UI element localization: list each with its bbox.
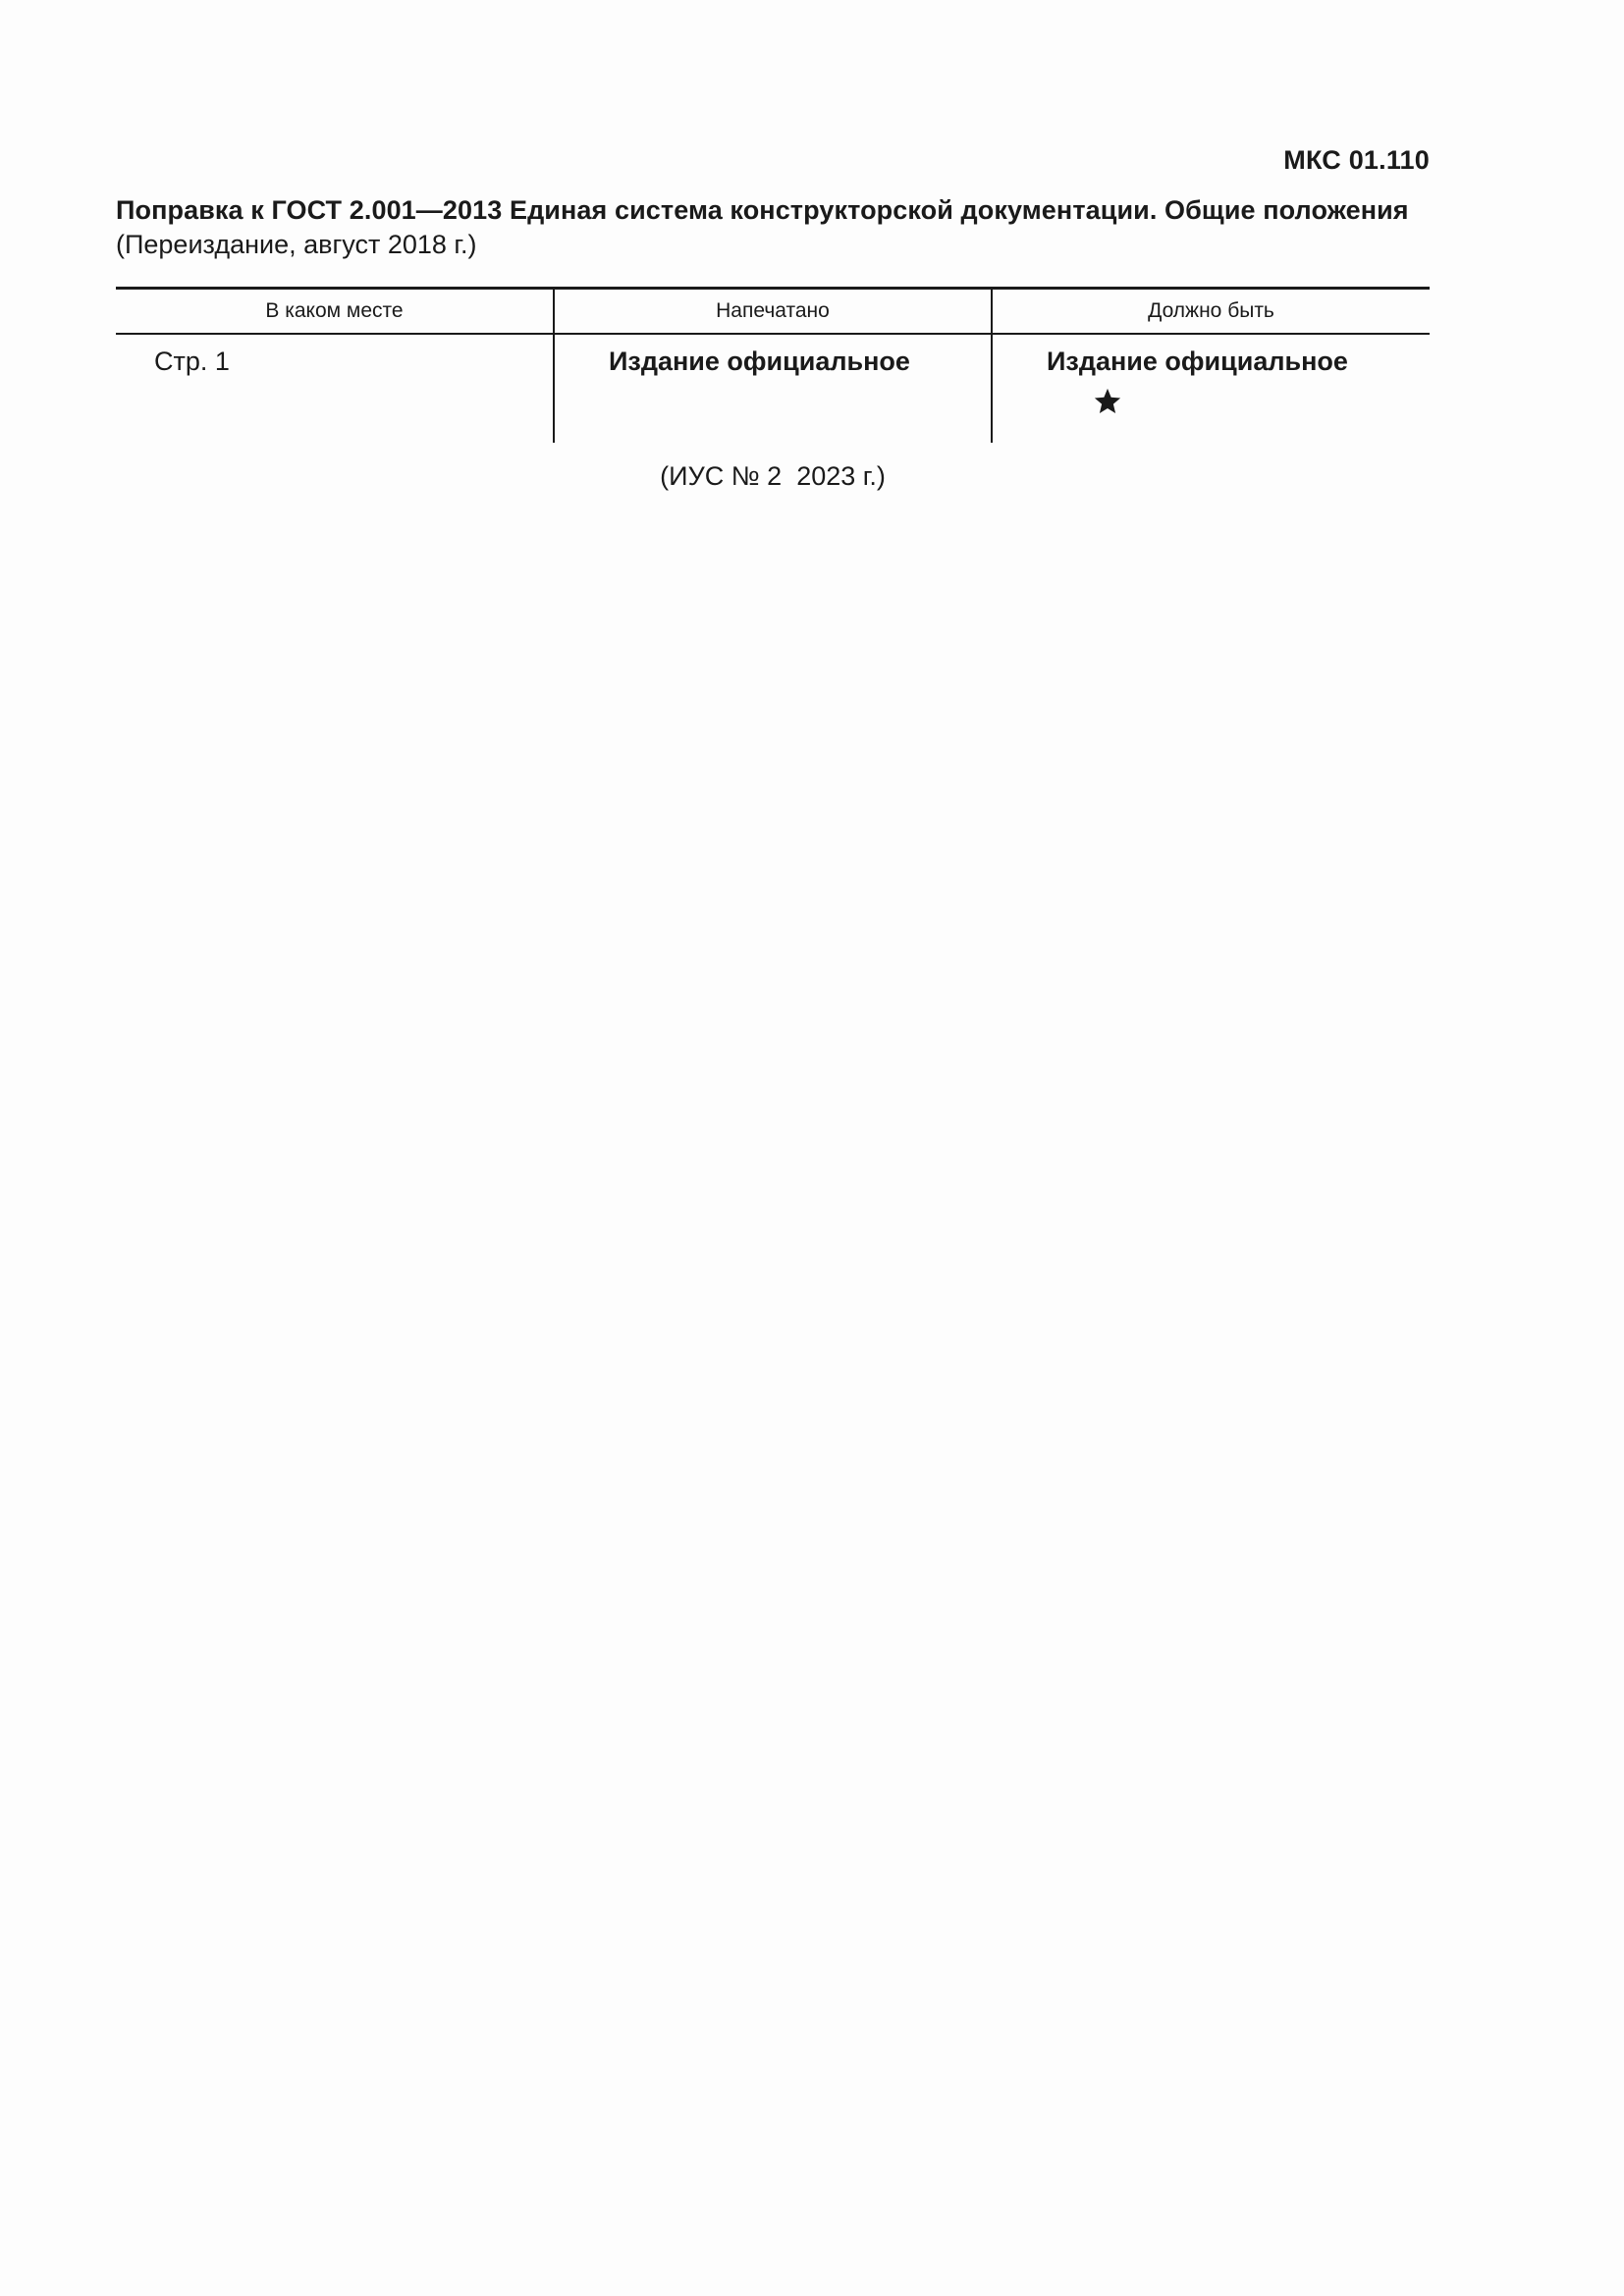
cell-place-text: Стр. 1 [154, 347, 230, 376]
cell-printed-text: Издание официальное [609, 347, 910, 376]
cell-should-be [992, 334, 1430, 443]
document-subtitle: (Переиздание, август 2018 г.) [116, 230, 477, 259]
cell-place [116, 334, 554, 443]
column-header-should-be: Должно быть [992, 289, 1430, 335]
column-header-printed: Напечатано [554, 289, 992, 335]
cell-should-be-text: Издание официальное [1047, 347, 1348, 376]
star-icon [1093, 387, 1122, 416]
column-header-place: В каком месте [116, 289, 554, 335]
mks-code: МКС 01.110 [1283, 145, 1430, 175]
correction-table [116, 287, 1430, 443]
document-title: Поправка к ГОСТ 2.001—2013 Единая система конструкторской документации. Общие положения [116, 195, 1409, 225]
table-header-row [116, 289, 1430, 335]
table-row [116, 334, 1430, 443]
cell-printed [554, 334, 992, 443]
ius-reference: (ИУС № 2 2023 г.) [660, 461, 886, 491]
